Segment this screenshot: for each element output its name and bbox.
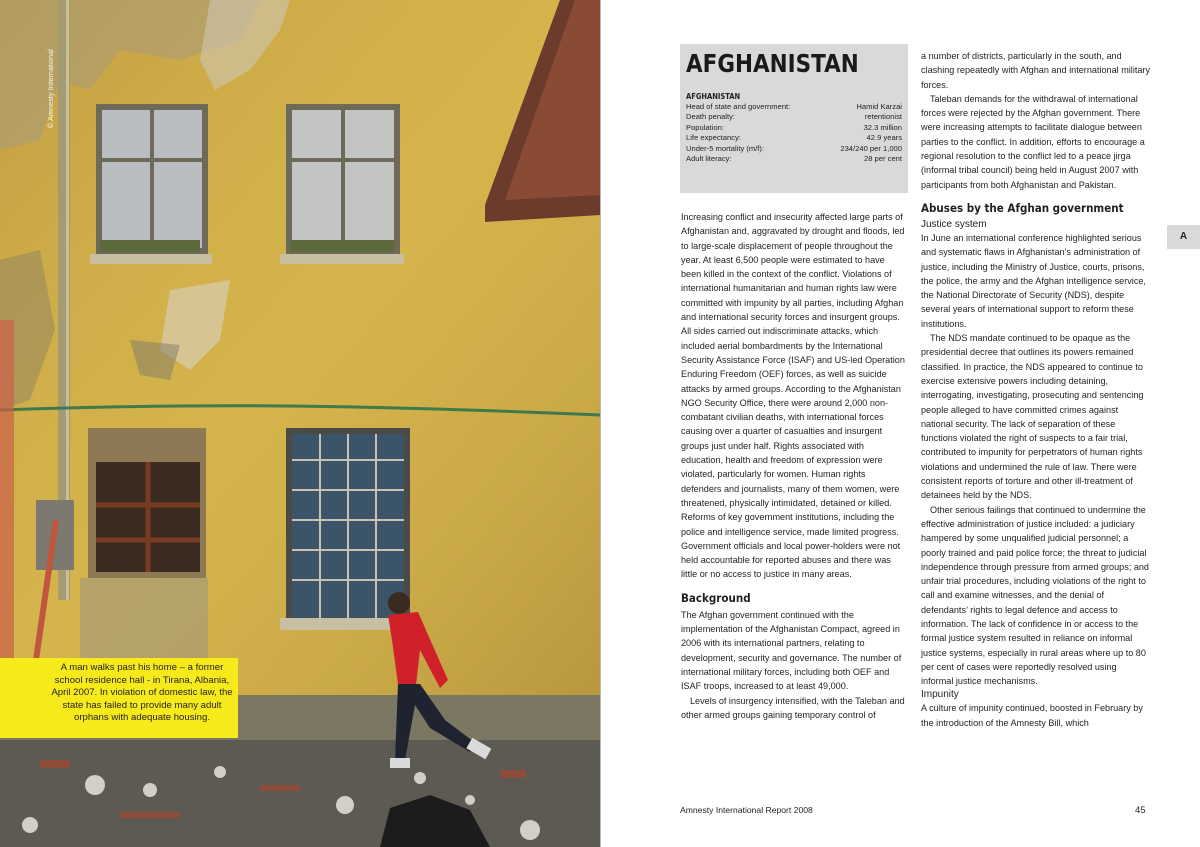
background-paragraph: The Afghan government continued with the implementation of the Afghanistan Compact, agreed in 2006 with its international partners, relating to development, security and governance. The number of international military forces, including both OEF and ISAF troops, increased to at least 49,000. [681,609,902,692]
taleban-paragraph: Taleban demands for the withdrawal of international forces were rejected by the Afghan government. There were increasing attempts to facilitate dialogue between parties to the conflict. In addition, efforts to encourage a regional resolution to the conflict led to a peace jirga (informal tribal council) being held in August 2007 with participants from both Afghanistan and Pakistan. [921,93,1145,190]
factbox-subtitle: AFGHANISTAN [686,92,741,101]
photo-caption: A man walks past his home – a former school residence hall - in Tirana, Albania, April 2007. In violation of domestic law, the state has failed to provide many adult orphans with adequate housing. [0,658,238,738]
justice-subheading: Justice system [921,218,987,230]
impunity-paragraph: A culture of impunity continued, boosted in February by the introduction of the Amnesty Bill, which [921,703,1143,728]
footer-publication: Amnesty International Report 2008 [680,805,813,815]
country-title: AFGHANISTAN [686,49,859,78]
continued-paragraph: a number of districts, particularly in the south, and clashing repeatedly with Afghan and international military forces. [921,51,1150,90]
factbox-row: Population: 32.3 million [686,122,902,132]
section-tab: A [1167,225,1200,249]
intro-paragraph: Increasing conflict and insecurity affected large parts of Afghanistan and, aggravated by drought and floods, led to large-scale displacement of people throughout the year. At least 6,500 people were estimated to have been killed in the context of the conflict. Violations of international humanitarian and human rights law were committed with impunity by all parties, including Afghan and international security forces and insurgent groups. All sides carried out indiscriminate attacks, which included aerial bombardments by the International Security Assistance Force (ISAF) and US-led Operation Enduring Freedom (OEF) forces, as well as suicide attacks by armed groups. According to the Afghanistan NGO Security Office, there were around 2,000 non-combatant civilian deaths, with international forces causing over a quarter of casualties and insurgent groups just under half. Rights associated with education, health and freedom of expression were violated, particularly for women. Human rights defenders and journalists, many of them women, were threatened, physically intimidated, detained or killed. Reforms of key government institutions, including the police and intelligence service, made limited progress. Government officials and local power-holders were not held accountable for reported abuses and there was little or no access to justice in many areas. [681,212,905,580]
factbox-row: Life expectancy: 42.9 years [686,133,902,143]
country-factbox [680,44,908,193]
abuses-heading: Abuses by the Afghan government [921,200,1124,215]
factbox-row: Adult literacy: 28 per cent [686,154,902,164]
insurgency-paragraph: Levels of insurgency intensified, with the Taleban and other armed groups gaining temporary control of [681,695,905,720]
failings-paragraph: Other serious failings that continued to undermine the effective administration of justice included: a judiciary hampered by some unqualified judicial personnel; a poorly trained and paid police force; the threat to judicial independence through pressure from armed groups; and unfair trial procedures, including violations of the right to call and examine witnesses, and the denial of defendants’ rights to legal defence and access to information. The lack of confidence in or access to the formal justice system resulted in reliance on informal justice systems, especially in rural areas where up to 80 per cent of cases were reportedly resolved using informal justice mechanisms. [921,504,1149,687]
factbox-row: Head of state and government: Hamid Karzai [686,102,902,111]
text-column-left [681,210,906,722]
photo-credit: © Amnesty International [48,48,55,128]
background-heading: Background [681,590,751,605]
factbox-row: Death penalty: retentionist [686,112,902,122]
impunity-subheading: Impunity [921,689,959,701]
justice-paragraph: In June an international conference highlighted serious and systematic flaws in Afghanistan’s administration of justice, including the Ministry of Justice, courts, prisons, the police, the army and the Afghan intelligence service, the National Directorate of Security (NDS), despite several years of international support to reform these institutions. [921,232,1146,329]
text-page [601,0,1200,847]
factbox-row: Under-5 mortality (m/f): 234/240 per 1,000 [686,143,902,153]
text-column-right [921,49,1151,730]
page-number: 45 [1135,805,1146,816]
nds-paragraph: The NDS mandate continued to be opaque as the presidential decree that outlines its powers remained classified. In practice, the NDS appeared to continue to exercise extensive powers including detaining, interrogating, investigating, prosecuting and sentencing people alleged to have committed crimes against national security. The lack of separation of these functions violated the right of suspects to a fair trial, contributed to impunity for perpetrators of human rights violations and undermined the rule of law. There were consistent reports of torture and other ill-treatment of detainees held by the NDS. [921,333,1144,501]
